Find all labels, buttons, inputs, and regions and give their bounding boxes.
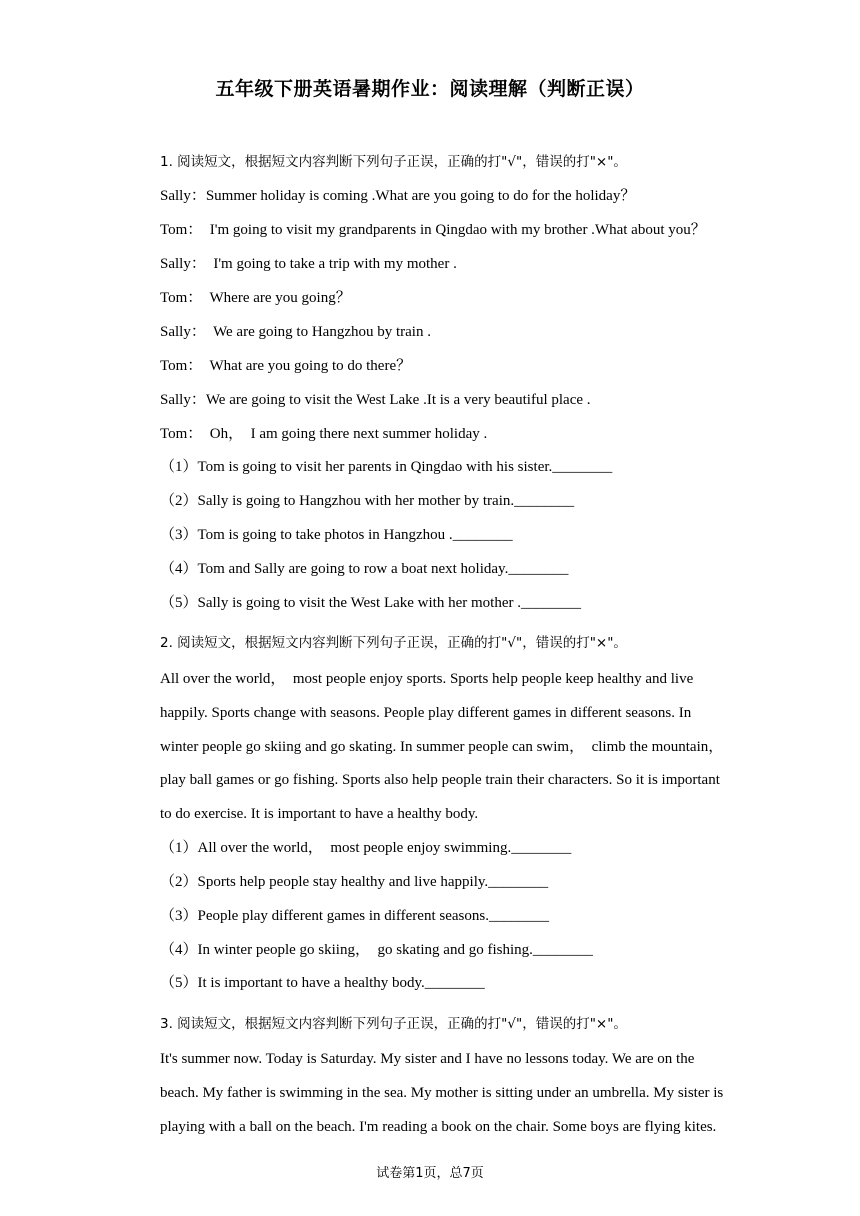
dialogue-line: Sally： I'm going to take a trip with my mother . (160, 256, 457, 272)
question-item: （1）All over the world， most people enjoy swimming.________ (160, 840, 572, 856)
section-3-heading: 3. 阅读短文，根据短文内容判断下列句子正误，正确的打"√"，错误的打"×"。 (160, 1016, 627, 1032)
page-title: 五年级下册英语暑期作业：阅读理解（判断正误） (215, 78, 645, 100)
passage-line: play ball games or go fishing. Sports also help people train their characters. So it is important (160, 772, 720, 788)
passage-line: winter people go skiing and go skating. In summer people can swim， climb the mountain， (160, 739, 724, 755)
section-2-heading: 2. 阅读短文，根据短文内容判断下列句子正误，正确的打"√"，错误的打"×"。 (160, 635, 627, 651)
question-item: （5）Sally is going to visit the West Lake with her mother .________ (160, 595, 581, 611)
question-item: （2）Sports help people stay healthy and live happily.________ (160, 874, 549, 890)
passage-line: playing with a ball on the beach. I'm reading a book on the chair. Some boys are flying kites. (160, 1119, 717, 1135)
passage-line: to do exercise. It is important to have a healthy body. (160, 806, 479, 822)
dialogue-line: Sally：Summer holiday is coming .What are you going to do for the holiday？ (160, 188, 636, 204)
question-item: （3）Tom is going to take photos in Hangzhou .________ (160, 527, 513, 543)
passage-line: All over the world， most people enjoy sports. Sports help people keep healthy and live (160, 671, 694, 687)
question-item: （4）Tom and Sally are going to row a boat next holiday.________ (160, 561, 569, 577)
page-footer: 试卷第1页，总7页 (376, 1166, 484, 1181)
question-item: （3）People play different games in different seasons.________ (160, 908, 549, 924)
dialogue-line: Sally：We are going to visit the West Lake .It is a very beautiful place . (160, 392, 591, 408)
question-item: （2）Sally is going to Hangzhou with her mother by train.________ (160, 493, 575, 509)
dialogue-line: Tom： Where are you going？ (160, 290, 351, 306)
question-item: （1）Tom is going to visit her parents in Qingdao with his sister.________ (160, 459, 613, 475)
dialogue-line: Sally： We are going to Hangzhou by train . (160, 324, 431, 340)
passage-line: It's summer now. Today is Saturday. My sister and I have no lessons today. We are on the (160, 1051, 695, 1067)
passage-line: beach. My father is swimming in the sea. My mother is sitting under an umbrella. My sister is (160, 1085, 724, 1101)
passage-line: happily. Sports change with seasons. People play different games in different seasons. In (160, 705, 692, 721)
section-1-heading: 1. 阅读短文，根据短文内容判断下列句子正误，正确的打"√"，错误的打"×"。 (160, 154, 627, 170)
question-item: （4）In winter people go skiing， go skating and go fishing.________ (160, 942, 593, 958)
dialogue-line: Tom： What are you going to do there？ (160, 358, 412, 374)
dialogue-line: Tom： I'm going to visit my grandparents in Qingdao with my brother .What about you？ (160, 222, 706, 238)
dialogue-line: Tom： Oh， I am going there next summer holiday . (160, 426, 488, 442)
question-item: （5）It is important to have a healthy body.________ (160, 975, 485, 991)
